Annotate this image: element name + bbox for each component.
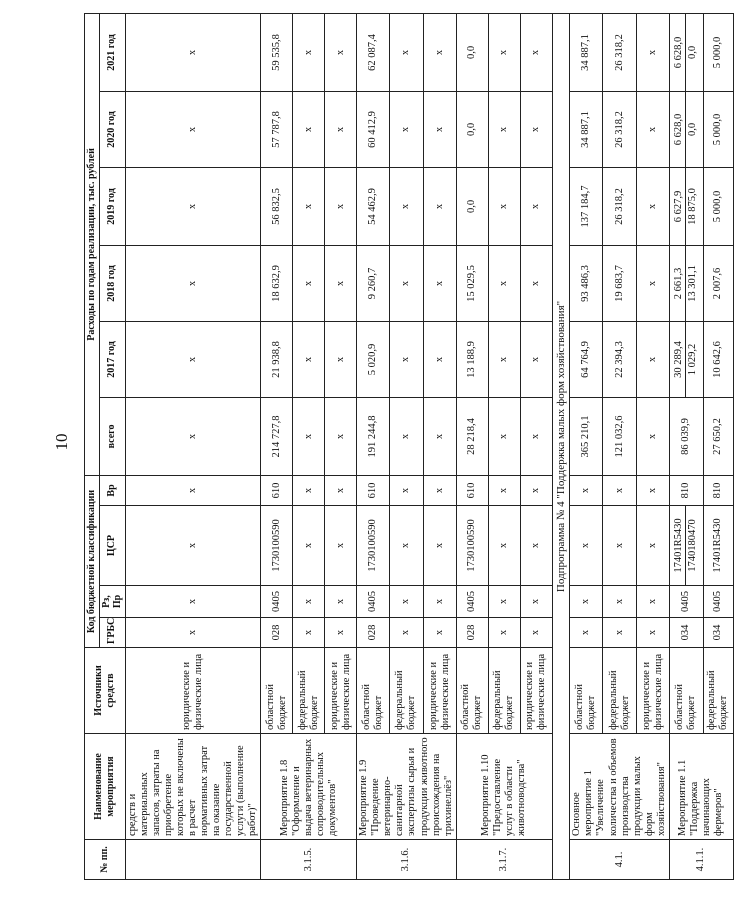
subprogram-row	[552, 13, 570, 879]
y2021-cell: х	[423, 13, 456, 91]
activity-name: Мероприятие 1.10 "Предоставление услуг в области животноводства"	[456, 734, 552, 840]
y2019-cell: х	[488, 167, 520, 245]
vr-cell: х	[520, 475, 552, 505]
y2020-cell: х	[636, 91, 669, 167]
grbs-cell: х	[603, 618, 636, 648]
csr-cell: х	[423, 506, 456, 586]
source-cell: федеральный бюджет	[488, 648, 520, 734]
total-cell: 28 218,4	[456, 397, 488, 475]
header-source: Источники средств	[85, 648, 126, 734]
y2021-cell: 59 535,8	[261, 13, 293, 91]
vr-cell: х	[603, 475, 636, 505]
y2018-cell: 18 632,9	[261, 245, 293, 321]
source-cell: юридические и физические лица	[636, 648, 669, 734]
total-cell: х	[390, 397, 423, 475]
row-number	[125, 840, 261, 880]
rzpr-cell: х	[293, 586, 325, 618]
header-grbs: ГРБС	[99, 618, 125, 648]
activity-name: Мероприятие 1.8 "Оформление и выдача ветеринарных сопроводительных документов"	[261, 734, 357, 840]
grbs-cell: х	[520, 618, 552, 648]
source-cell: федеральный бюджет	[390, 648, 423, 734]
y2017-cell: х	[125, 321, 261, 397]
source-cell: областной бюджет	[669, 648, 703, 734]
y2019-cell: х	[390, 167, 423, 245]
vr-cell: х	[488, 475, 520, 505]
header-2021: 2021 год	[99, 13, 125, 91]
total-cell: х	[325, 397, 357, 475]
y2017-cell: 13 188,9	[456, 321, 488, 397]
vr-cell: х	[325, 475, 357, 505]
y2020-cell: х	[390, 91, 423, 167]
subprogram-title: Подпрограмма № 4 "Поддержка малых форм хозяйствования"	[552, 13, 570, 879]
csr-code-a: 17401R5430	[673, 518, 685, 573]
y2018-cell: 15 029,5	[456, 245, 488, 321]
rzpr-cell: х	[488, 586, 520, 618]
activity-name: Основное мероприятие 1 "Увеличение количества и объемов производства продукции малых форм хозяйствования"	[570, 734, 670, 840]
rzpr-cell: х	[603, 586, 636, 618]
grbs-cell: х	[488, 618, 520, 648]
total-cell: х	[293, 397, 325, 475]
rzpr-cell: 0405	[357, 586, 390, 618]
y2018-cell: х	[636, 245, 669, 321]
y2020-cell: х	[520, 91, 552, 167]
y2018-cell: х	[125, 245, 261, 321]
vr-cell: 610	[261, 475, 293, 505]
total-cell: 86 039,9	[669, 397, 703, 475]
y2017-value-b: 1 029,2	[685, 322, 699, 397]
rzpr-cell: 0405	[669, 586, 703, 618]
grbs-cell: 028	[456, 618, 488, 648]
rzpr-cell: х	[636, 586, 669, 618]
y2019-value-b: 18 875,0	[685, 168, 699, 245]
csr-cell: х	[125, 506, 261, 586]
vr-cell: 810	[703, 475, 733, 505]
table-row	[357, 13, 390, 879]
y2018-cell: х	[488, 245, 520, 321]
header-2017: 2017 год	[99, 321, 125, 397]
row-number: 3.1.7.	[456, 840, 552, 880]
total-cell: х	[423, 397, 456, 475]
csr-cell: х	[520, 506, 552, 586]
y2017-cell: х	[488, 321, 520, 397]
y2020-value-b: 0,0	[685, 92, 699, 167]
y2018-cell: х	[423, 245, 456, 321]
grbs-cell: 034	[669, 618, 703, 648]
csr-cell: х	[636, 506, 669, 586]
table-row	[669, 13, 703, 879]
y2017-cell: 22 394,3	[603, 321, 636, 397]
y2019-cell: х	[325, 167, 357, 245]
header-csr: ЦСР	[99, 506, 125, 586]
y2018-cell: 2 007,6	[703, 245, 733, 321]
vr-cell: 610	[357, 475, 390, 505]
y2018-value-b: 13 301,1	[685, 246, 699, 321]
y2019-cell: 54 462,9	[357, 167, 390, 245]
grbs-cell: х	[423, 618, 456, 648]
source-cell: юридические и физические лица	[125, 648, 261, 734]
total-cell: 121 032,6	[603, 397, 636, 475]
csr-cell	[669, 506, 703, 586]
rzpr-cell: х	[125, 586, 261, 618]
source-cell: юридические и физические лица	[520, 648, 552, 734]
y2020-cell: 57 787,8	[261, 91, 293, 167]
vr-cell: 610	[456, 475, 488, 505]
rzpr-cell: х	[390, 586, 423, 618]
y2020-cell: 5 000,0	[703, 91, 733, 167]
y2021-cell: 34 887,1	[570, 13, 603, 91]
grbs-cell: х	[570, 618, 603, 648]
source-cell: областной бюджет	[570, 648, 603, 734]
y2020-cell: 34 887,1	[570, 91, 603, 167]
y2017-cell: 21 938,8	[261, 321, 293, 397]
y2017-cell: х	[520, 321, 552, 397]
total-cell: х	[125, 397, 261, 475]
source-cell: областной бюджет	[456, 648, 488, 734]
table-row	[456, 13, 488, 879]
rzpr-cell: х	[570, 586, 603, 618]
y2019-cell: х	[636, 167, 669, 245]
csr-cell: х	[570, 506, 603, 586]
row-number: 3.1.6.	[357, 840, 457, 880]
csr-cell: 17401R5430	[703, 506, 733, 586]
y2017-cell: х	[293, 321, 325, 397]
y2017-cell	[669, 321, 703, 397]
rzpr-cell: 0405	[703, 586, 733, 618]
y2018-cell: 9 260,7	[357, 245, 390, 321]
csr-cell: х	[603, 506, 636, 586]
y2017-value-a: 30 289,4	[673, 341, 685, 378]
y2021-cell: х	[390, 13, 423, 91]
total-cell: 191 244,8	[357, 397, 390, 475]
y2018-value-a: 2 661,3	[673, 267, 685, 300]
csr-cell: 1730100590	[261, 506, 293, 586]
y2021-cell: 0,0	[456, 13, 488, 91]
header-expenses: Расходы по годам реализации, тыс. рублей	[85, 13, 100, 475]
header-rzpr: Рз, Пр	[99, 586, 125, 618]
header-vr: Вр	[99, 475, 125, 505]
y2019-cell: 56 832,5	[261, 167, 293, 245]
y2017-cell: 64 764,9	[570, 321, 603, 397]
csr-cell: х	[390, 506, 423, 586]
y2019-cell: 5 000,0	[703, 167, 733, 245]
y2018-cell: х	[293, 245, 325, 321]
page-number: 10	[52, 433, 71, 451]
table-row	[570, 13, 603, 879]
y2021-cell: х	[520, 13, 552, 91]
y2018-cell	[669, 245, 703, 321]
y2017-cell: 5 020,9	[357, 321, 390, 397]
y2017-cell: х	[636, 321, 669, 397]
source-cell: областной бюджет	[261, 648, 293, 734]
header-budget-code: Код бюджетной классификации	[85, 475, 100, 647]
total-cell: 365 210,1	[570, 397, 603, 475]
grbs-cell: х	[125, 618, 261, 648]
row-number: 4.1.1.	[669, 840, 733, 880]
vr-cell: х	[390, 475, 423, 505]
y2019-cell: 137 184,7	[570, 167, 603, 245]
source-cell: юридические и физические лица	[325, 648, 357, 734]
table-body	[125, 13, 733, 879]
rzpr-cell: х	[325, 586, 357, 618]
header-2019: 2019 год	[99, 167, 125, 245]
grbs-cell: х	[325, 618, 357, 648]
y2021-cell: 26 318,2	[603, 13, 636, 91]
y2021-cell: х	[125, 13, 261, 91]
activity-name: Мероприятие 1.9 "Проведение ветеринарно-санитарной экспертизы сырья и продукции животного происхождения на трихинеллёз"	[357, 734, 457, 840]
y2019-cell: 0,0	[456, 167, 488, 245]
rotated-table-container	[84, 18, 730, 880]
grbs-cell: х	[390, 618, 423, 648]
activity-name: Мероприятие 1.1 "Поддержка начинающих фермеров"	[669, 734, 733, 840]
csr-cell: х	[488, 506, 520, 586]
source-cell: областной бюджет	[357, 648, 390, 734]
table-row	[261, 13, 293, 879]
y2020-cell: х	[125, 91, 261, 167]
y2021-cell	[669, 13, 703, 91]
csr-cell: 1730100590	[456, 506, 488, 586]
y2020-cell: х	[488, 91, 520, 167]
y2020-cell: 60 412,9	[357, 91, 390, 167]
csr-code-b: 1740180470	[685, 506, 699, 585]
y2019-cell: 26 318,2	[603, 167, 636, 245]
y2020-cell	[669, 91, 703, 167]
y2018-cell: х	[390, 245, 423, 321]
y2020-cell: х	[325, 91, 357, 167]
y2020-cell: х	[423, 91, 456, 167]
total-cell: х	[520, 397, 552, 475]
y2021-cell: х	[293, 13, 325, 91]
header-2020: 2020 год	[99, 91, 125, 167]
y2021-cell: х	[325, 13, 357, 91]
y2019-value-a: 6 627,9	[673, 190, 685, 223]
y2018-cell: 19 683,7	[603, 245, 636, 321]
source-cell: федеральный бюджет	[703, 648, 733, 734]
y2018-cell: х	[325, 245, 357, 321]
y2020-cell: х	[293, 91, 325, 167]
activity-name: средств и материальных запасов, затраты на приобретение которых не включены в расчет нормативных затрат на оказание государственной услуги (выполнение работ)"	[125, 734, 261, 840]
y2017-cell: х	[423, 321, 456, 397]
y2021-value-a: 6 628,0	[673, 36, 685, 69]
y2019-cell: х	[520, 167, 552, 245]
y2017-cell: х	[325, 321, 357, 397]
total-cell: 214 727,8	[261, 397, 293, 475]
header-no: № пп.	[85, 840, 126, 880]
csr-cell: х	[293, 506, 325, 586]
source-cell: федеральный бюджет	[603, 648, 636, 734]
header-activity: Наименование мероприятия	[85, 734, 126, 840]
rzpr-cell: х	[423, 586, 456, 618]
vr-cell: х	[125, 475, 261, 505]
csr-cell: 1730100590	[357, 506, 390, 586]
header-2018: 2018 год	[99, 245, 125, 321]
rzpr-cell: 0405	[456, 586, 488, 618]
row-number: 4.1.	[570, 840, 670, 880]
total-cell: 27 650,2	[703, 397, 733, 475]
grbs-cell: х	[636, 618, 669, 648]
grbs-cell: 034	[703, 618, 733, 648]
total-cell: х	[488, 397, 520, 475]
y2019-cell	[669, 167, 703, 245]
y2020-value-a: 6 628,0	[673, 113, 685, 146]
vr-cell: 810	[669, 475, 703, 505]
y2018-cell: 93 486,3	[570, 245, 603, 321]
y2017-cell: х	[390, 321, 423, 397]
source-cell: федеральный бюджет	[293, 648, 325, 734]
grbs-cell: 028	[261, 618, 293, 648]
total-cell: х	[636, 397, 669, 475]
grbs-cell: 028	[357, 618, 390, 648]
table-row	[125, 13, 261, 879]
y2019-cell: х	[125, 167, 261, 245]
y2021-cell: 5 000,0	[703, 13, 733, 91]
row-number: 3.1.5.	[261, 840, 357, 880]
y2021-value-b: 0,0	[685, 14, 699, 91]
y2019-cell: х	[293, 167, 325, 245]
header-total: всего	[99, 397, 125, 475]
y2017-cell: 10 642,6	[703, 321, 733, 397]
expenditure-table	[84, 13, 734, 880]
y2020-cell: 26 318,2	[603, 91, 636, 167]
source-cell: юридические и физические лица	[423, 648, 456, 734]
y2018-cell: х	[520, 245, 552, 321]
rzpr-cell: х	[520, 586, 552, 618]
y2020-cell: 0,0	[456, 91, 488, 167]
y2019-cell: х	[423, 167, 456, 245]
vr-cell: х	[570, 475, 603, 505]
vr-cell: х	[423, 475, 456, 505]
y2021-cell: х	[636, 13, 669, 91]
y2021-cell: 62 087,4	[357, 13, 390, 91]
rzpr-cell: 0405	[261, 586, 293, 618]
csr-cell: х	[325, 506, 357, 586]
vr-cell: х	[636, 475, 669, 505]
y2021-cell: х	[488, 13, 520, 91]
vr-cell: х	[293, 475, 325, 505]
grbs-cell: х	[293, 618, 325, 648]
